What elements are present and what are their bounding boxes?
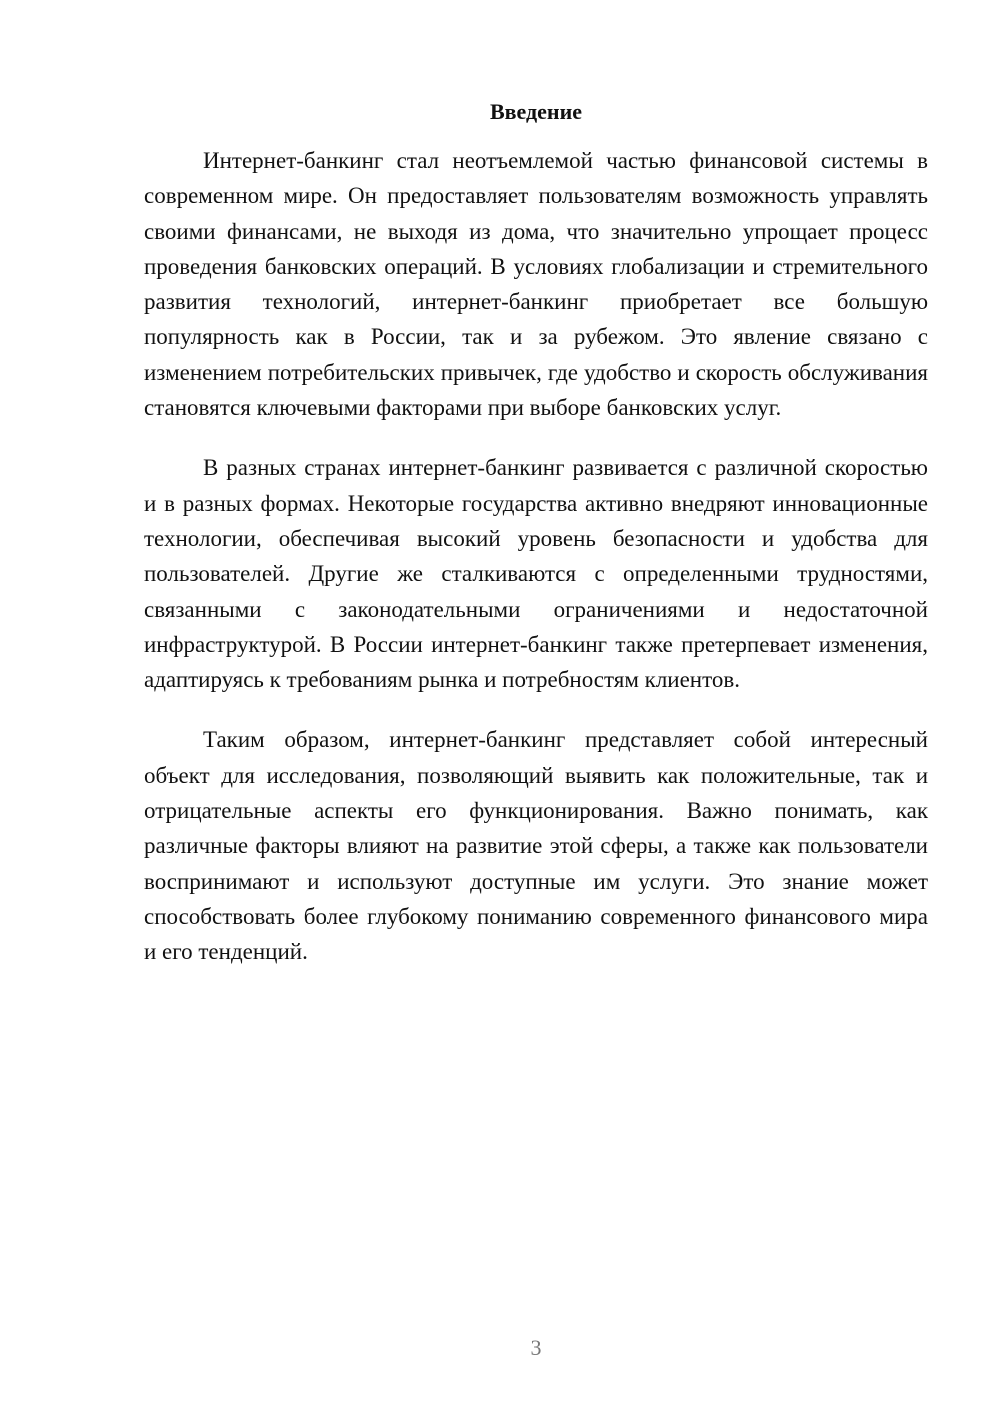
section-title: Введение bbox=[489, 99, 583, 124]
paragraph-1: Интернет-банкинг стал неотъемлемой частью финансовой системы в современном мире. Он предоставляет пользователям возможность управлять своими финансами, не выходя из дома, что значительно упрощает процесс проведения банковских операций. В условиях глобализации и стремительного развития технологий, интернет-банкинг приобретает все большую популярность как в России, так и за рубежом. Это явление связано с изменением потребительских привычек, где удобство и скорость обслуживания становятся ключевыми факторами при выборе банковских услуг. bbox=[144, 148, 928, 421]
paragraph-2: В разных странах интернет-банкинг развивается с различной скоростью и в разных формах. Некоторые государства активно внедряют инновационные технологии, обеспечивая высокий уровень безопасности и удобства для пользователей. Другие же сталкиваются с определенными трудностями, связанными с законодательными ограничениями и недостаточной инфраструктурой. В России интернет-банкинг также претерпевает изменения, адаптируясь к требованиям рынка и потребностям клиентов. bbox=[144, 455, 928, 693]
paragraph-3: Таким образом, интернет-банкинг представляет собой интересный объект для исследования, позволяющий выявить как положительные, так и отрицательные аспекты его функционирования. Важно понимать, как различные факторы влияют на развитие этой сферы, а также как пользователи воспринимают и используют доступные им услуги. Это знание может способствовать более глубокому пониманию современного финансового мира и его тенденций. bbox=[144, 727, 928, 965]
page-number: 3 bbox=[530, 1335, 542, 1360]
document-body bbox=[144, 143, 928, 995]
